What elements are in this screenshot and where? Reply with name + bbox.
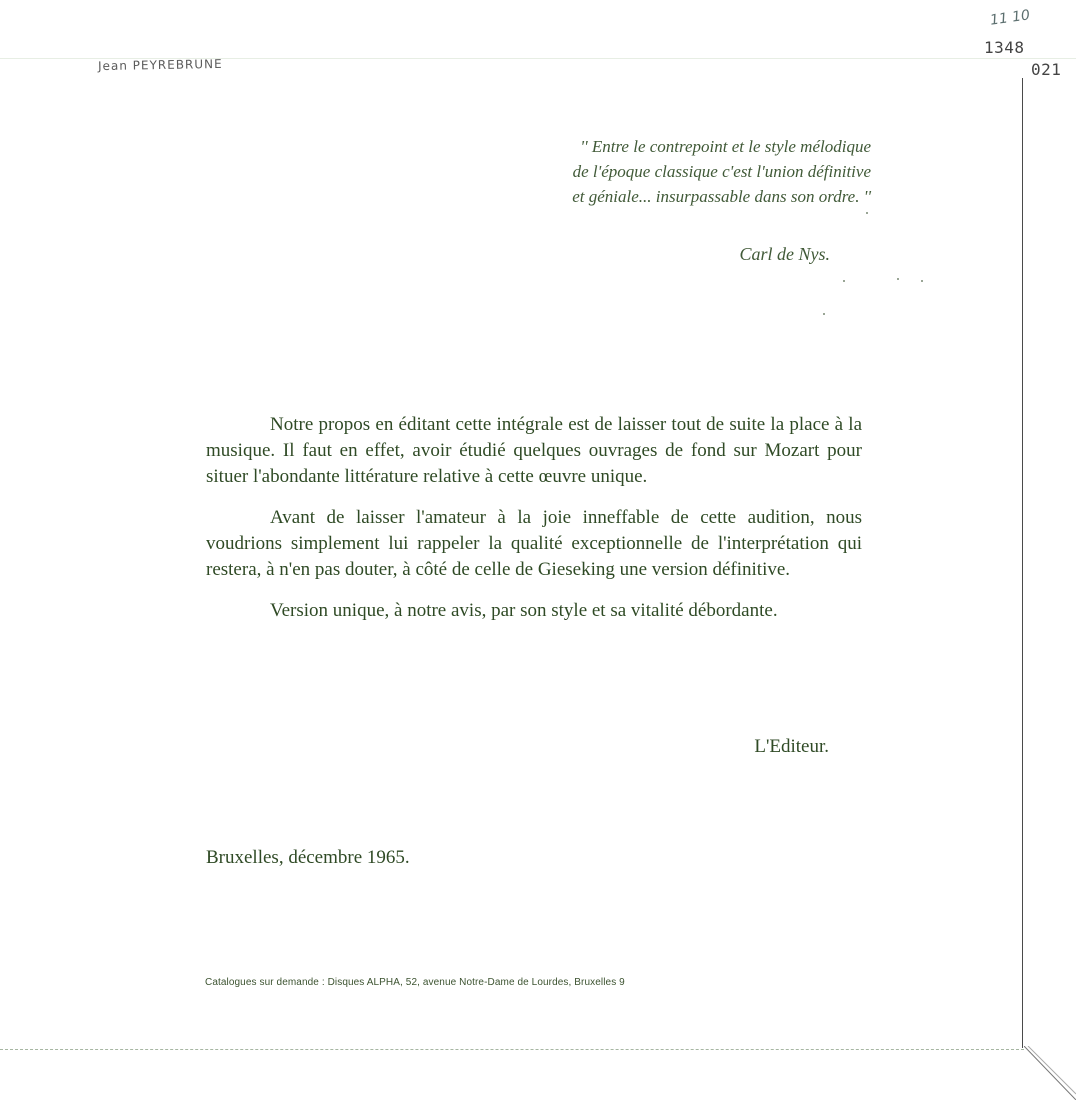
handwritten-note: 11 10 [989,7,1032,29]
catalog-footer: Catalogues sur demande : Disques ALPHA, 52, avenue Notre-Dame de Lourdes, Bruxelles 9 [205,977,625,988]
body-paragraph: Avant de laisser l'amateur à la joie inneffable de cette audition, nous voudrions simplement lui rappeler la qualité exceptionnelle de l'interprétation qui restera, à n'en pas douter, à côté de celle de Gieseking une version définitive. [206,507,862,580]
catalog-code: 021 [1031,60,1062,79]
body-text [206,412,862,639]
handwritten-name: Jean PEYREBRUNE [97,56,223,74]
page-corner-fold [1024,1046,1076,1100]
page-edge-bottom [0,1049,1024,1050]
speck [843,280,845,282]
catalog-number: 1348 [984,38,1025,57]
body-paragraph: Notre propos en éditant cette intégrale est de laisser tout de suite la place à la musique. Il faut en effet, avoir étudié quelques ouvrages de fond sur Mozart pour situer l'abondante littérature relative à cette œuvre unique. [206,414,862,487]
body-paragraph: Version unique, à notre avis, par son style et sa vitalité débordante. [270,600,778,621]
place-date: Bruxelles, décembre 1965. [206,847,410,868]
speck [897,278,899,280]
epigraph-line: de l'époque classique c'est l'union définitive [572,162,871,181]
speck [823,313,825,315]
epigraph-quote [441,134,871,209]
speck [866,212,868,214]
epigraph-line: '' Entre le contrepoint et le style mélodique [580,137,871,156]
page-edge-right [1022,78,1023,1048]
epigraph-line: et géniale... insurpassable dans son ordre. '' [572,187,871,206]
editor-signature: L'Editeur. [754,736,829,757]
epigraph-author: Carl de Nys. [739,244,830,264]
speck [921,280,923,282]
